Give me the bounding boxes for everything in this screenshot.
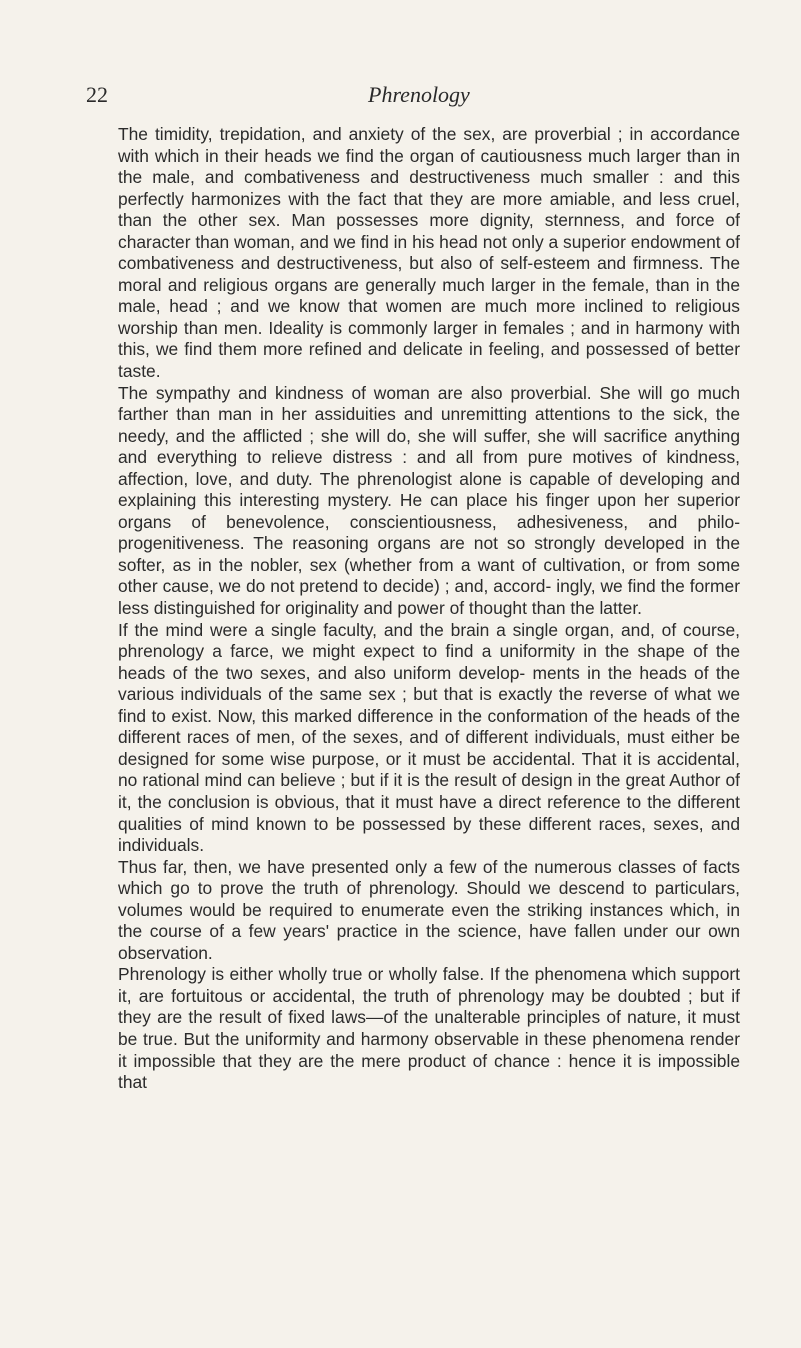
paragraph: The timidity, trepidation, and anxiety of the sex, are proverbial ; in accordance with which in their heads we find the organ of cautiousness much larger than in the male, and combativeness and destructiveness much smaller : and this perfectly harmonizes with the fact that they are more amiable, and less cruel, than the other sex. Man possesses more dignity, sternness, and force of character than woman, and we find in his head not only a superior endowment of combativeness and destructiveness, but also of self-esteem and firmness. The moral and religious organs are generally much larger in the female, than in the male, head ; and we know that women are much more inclined to religious worship than men. Ideality is commonly larger in females ; and in harmony with this, we find them more refined and delicate in feeling, and possessed of better taste. (118, 124, 740, 382)
running-title: Phrenology (368, 82, 470, 107)
paragraph: If the mind were a single faculty, and the brain a single organ, and, of course, phrenology a farce, we might expect to find a uniformity in the shape of the heads of the two sexes, and also uniform develop- ments in the heads of the various individuals of the same sex ; but that is exactly the reverse of what we find to exist. Now, this marked difference in the conformation of the heads of the different races of men, of the sexes, and of different individuals, must either be designed for some wise purpose, or it must be accidental. That it is accidental, no rational mind can believe ; but if it is the result of design in the great Author of it, the conclusion is obvious, that it must have a direct reference to the different qualities of mind known to be possessed by these different races, sexes, and individuals. (118, 619, 740, 856)
running-head (86, 82, 726, 112)
paragraph: Phrenology is either wholly true or wholly false. If the phenomena which support it, are fortuitous or accidental, the truth of phrenology may be doubted ; but if they are the result of fixed laws—of the unalterable principles of nature, it must be true. But the uniformity and harmony observable in these phenomena render it impossible that they are the mere product of chance : hence it is impossible that (118, 964, 740, 1093)
page-number: 22 (86, 82, 108, 107)
paragraph: The sympathy and kindness of woman are also proverbial. She will go much farther than man in her assiduities and unremitting attentions to the sick, the needy, and the afflicted ; she will do, she will suffer, she will sacrifice anything and everything to relieve distress : and all from pure motives of kindness, affection, love, and duty. The phrenologist alone is capable of developing and explaining this interesting mystery. He can place his finger upon her superior organs of benevolence, conscientiousness, adhesiveness, and philo- progenitiveness. The reasoning organs are not so strongly developed in the softer, as in the nobler, sex (whether from a want of cultivation, or from some other cause, we do not pretend to decide) ; and, accord- ingly, we find the former less distinguished for originality and power of thought than the latter. (118, 382, 740, 619)
body-text (118, 124, 740, 1094)
paragraph: Thus far, then, we have presented only a few of the numerous classes of facts which go to prove the truth of phrenology. Should we descend to particulars, volumes would be required to enumerate even the striking instances which, in the course of a few years' practice in the science, have fallen under our own observation. (118, 856, 740, 963)
